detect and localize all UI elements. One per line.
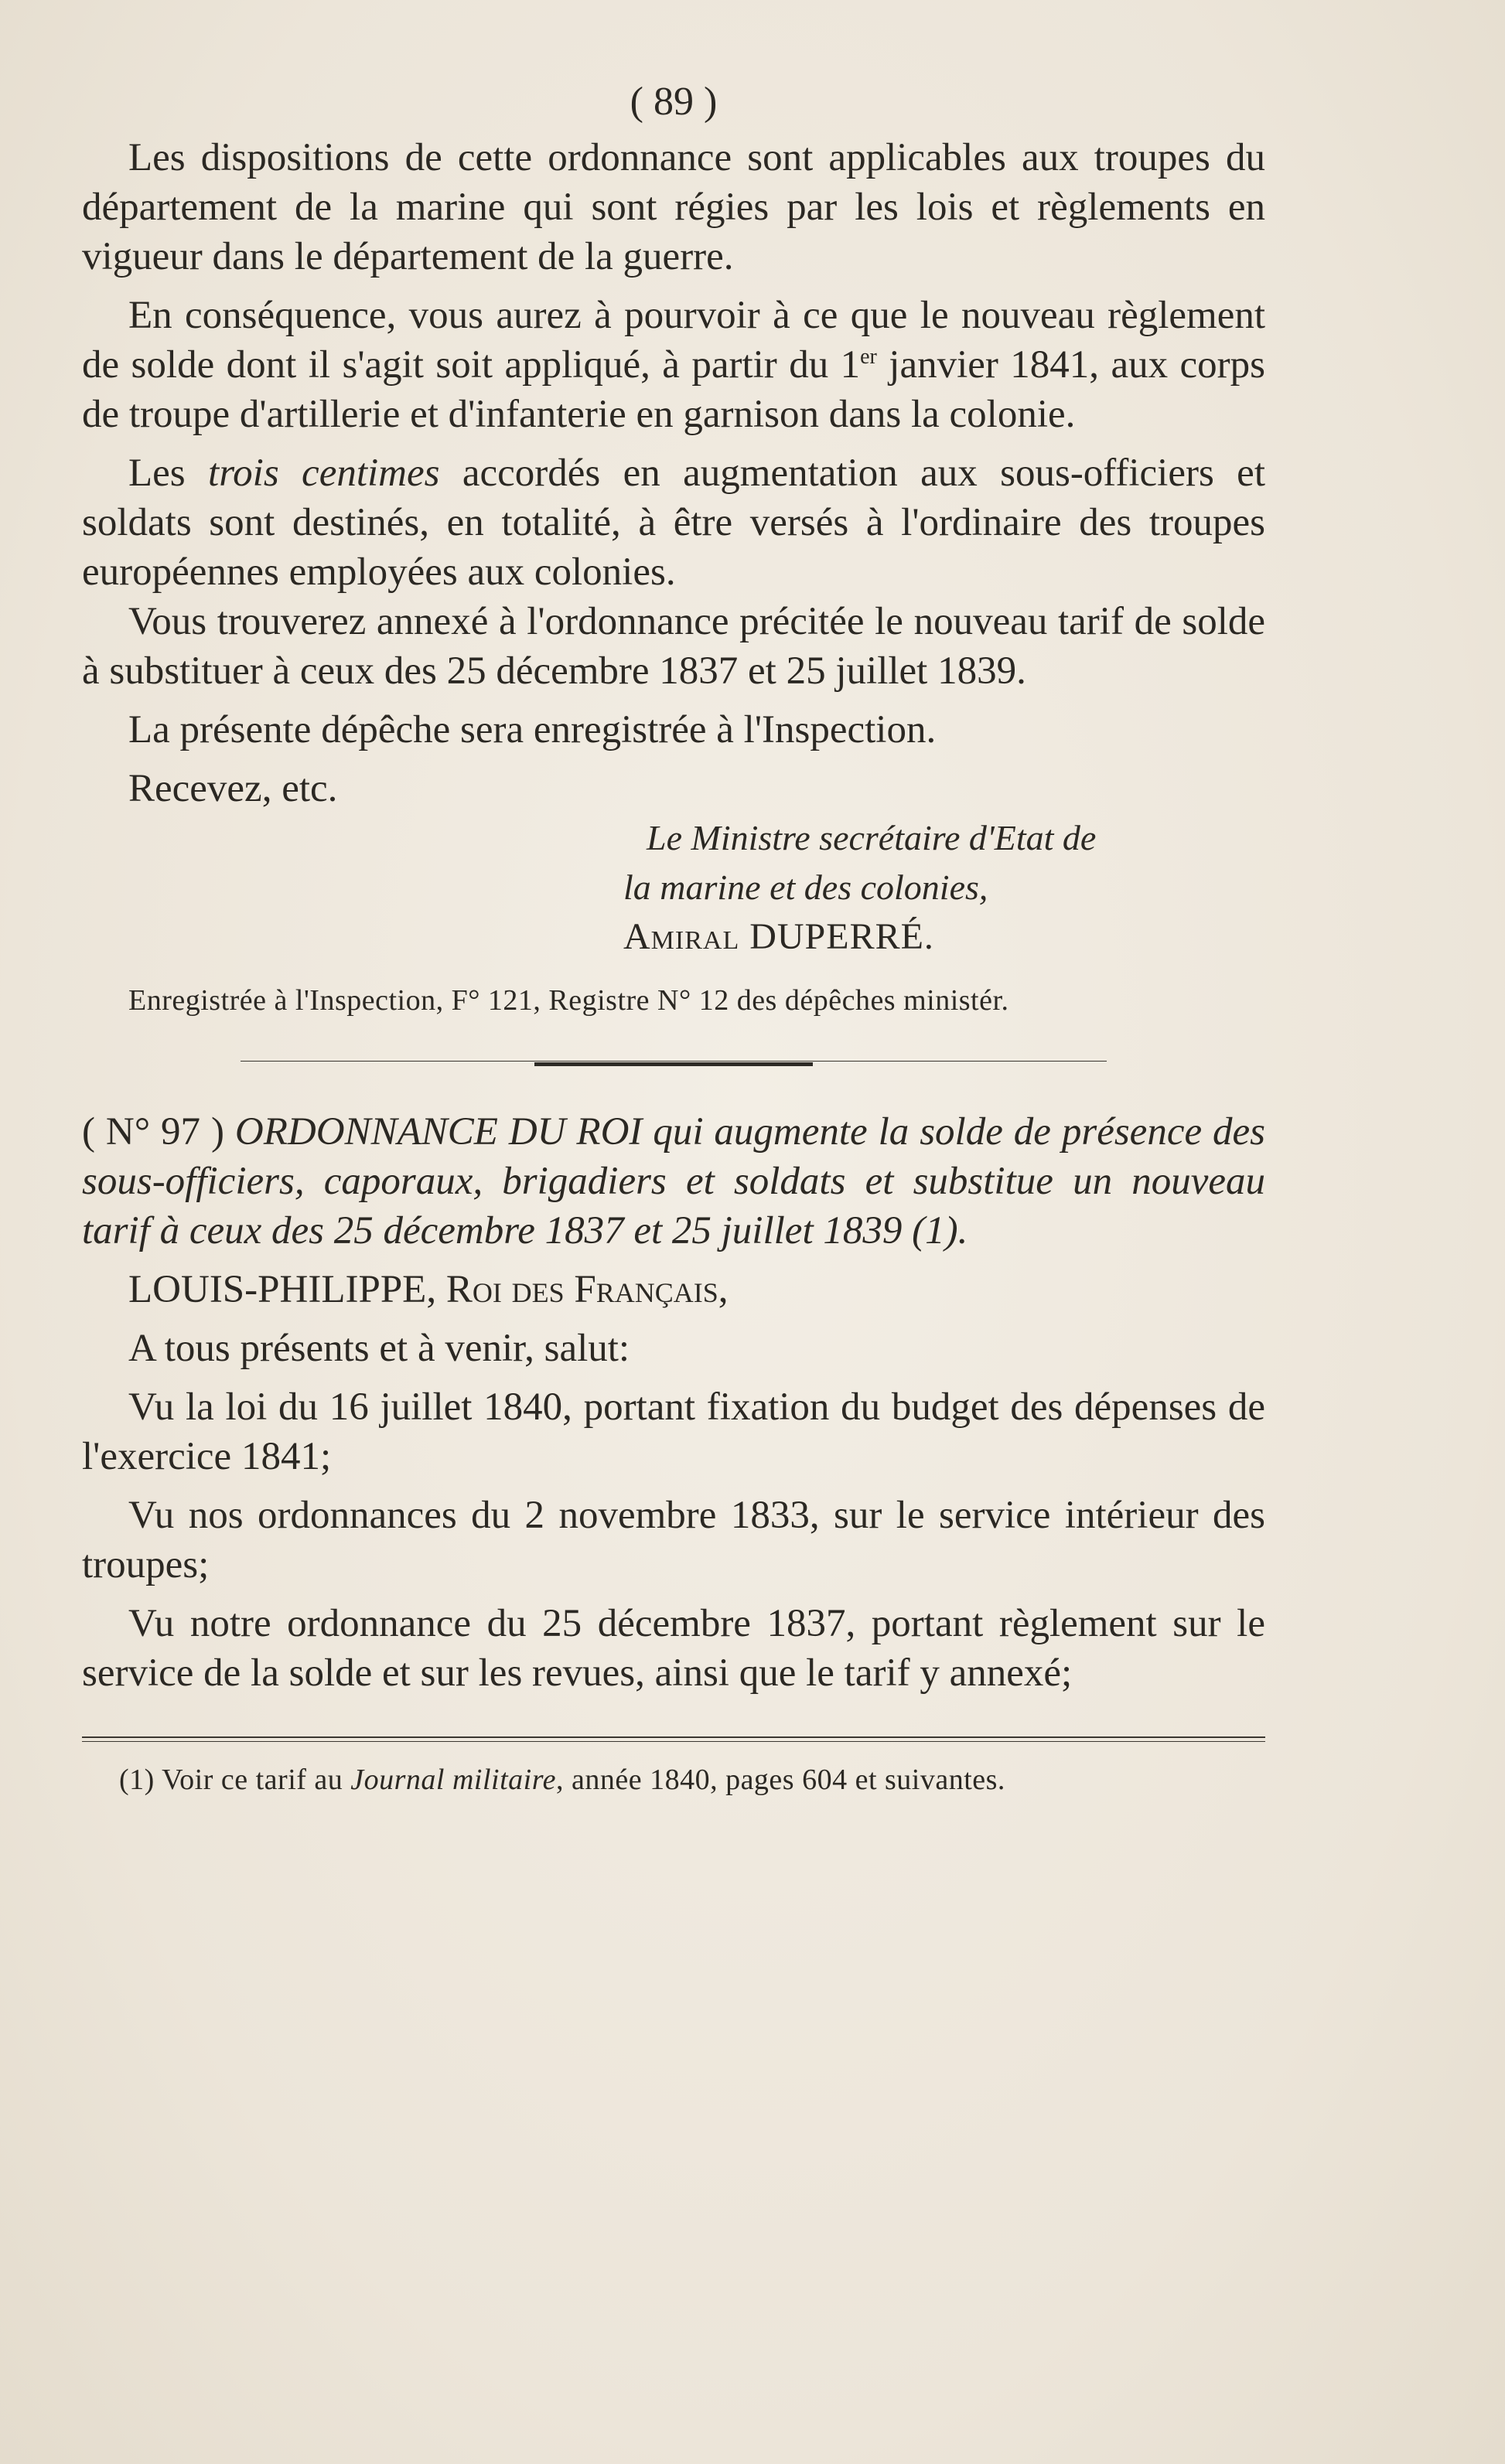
paragraph-1: Les dispositions de cette ordonnance sont applicables aux troupes du département de la marine qui sont régies par les lois et règlements en vigueur dans le département de la guerre.	[82, 136, 1265, 278]
considerant-1: Vu la loi du 16 juillet 1840, portant fixation du budget des dépenses de l'exercice 1841;	[82, 1385, 1265, 1478]
signature-name	[623, 912, 1265, 962]
section-divider	[241, 1059, 1107, 1067]
greeting-line: A tous présents et à venir, salut:	[128, 1327, 630, 1370]
paragraph-2: En conséquence, vous aurez à pourvoir à ce que le nouveau règlement de solde dont il s'agit soit appliqué, à partir du 1er janvier 1841, aux corps de troupe d'artillerie et d'infanterie en garnison dans la colonie.	[82, 294, 1265, 436]
registration-note: Enregistrée à l'Inspection, F° 121, Registre N° 12 des dépêches ministér.	[128, 984, 1009, 1017]
paragraph-3: Les trois centimes accordés en augmentation aux sous-officiers et soldats sont destinés, en totalité, à être versés à l'ordinaire des troupes européennes employées aux colonies.	[82, 452, 1265, 594]
signature-rank: Amiral	[623, 916, 740, 957]
page-number: ( 89 )	[630, 80, 718, 124]
ordinance-heading	[82, 1107, 1265, 1256]
signature-line-1: Le Ministre secrétaire d'Etat de	[647, 818, 1097, 857]
ordinance-subtitle: qui augmente la solde de présence des sous-officiers, caporaux, brigadiers et soldats et substitue un nouveau tarif à ceux des 25 décembre 1837 et 25 juillet 1839 (1).	[82, 1110, 1265, 1252]
ordinance-title: ORDONNANCE DU ROI	[234, 1110, 643, 1154]
considerant-3: Vu notre ordonnance du 25 décembre 1837, portant règlement sur le service de la solde et sur les revues, ainsi que le tarif y annexé;	[82, 1602, 1265, 1695]
footnote: (1) Voir ce tarif au Journal militaire, année 1840, pages 604 et suivantes.	[119, 1764, 1005, 1796]
considerant-2: Vu nos ordonnances du 2 novembre 1833, sur le service intérieur des troupes;	[82, 1494, 1265, 1586]
king-line: LOUIS-PHILIPPE, Roi des Français,	[128, 1268, 729, 1311]
paragraph-6: Recevez, etc.	[128, 767, 338, 810]
footnote-rule-thin	[82, 1741, 1265, 1742]
ordinance-number: ( N° 97 )	[82, 1110, 224, 1154]
text-column	[82, 77, 1265, 1802]
paragraph-5: La présente dépêche sera enregistrée à l'Inspection.	[128, 708, 937, 751]
footnote-rule	[82, 1736, 1265, 1738]
signature-surname: DUPERRÉ.	[749, 916, 934, 957]
signature-line-2: la marine et des colonies,	[623, 867, 988, 907]
paragraph-4: Vous trouverez annexé à l'ordonnance précitée le nouveau tarif de solde à substituer à ceux des 25 décembre 1837 et 25 juillet 1839.	[82, 600, 1265, 693]
